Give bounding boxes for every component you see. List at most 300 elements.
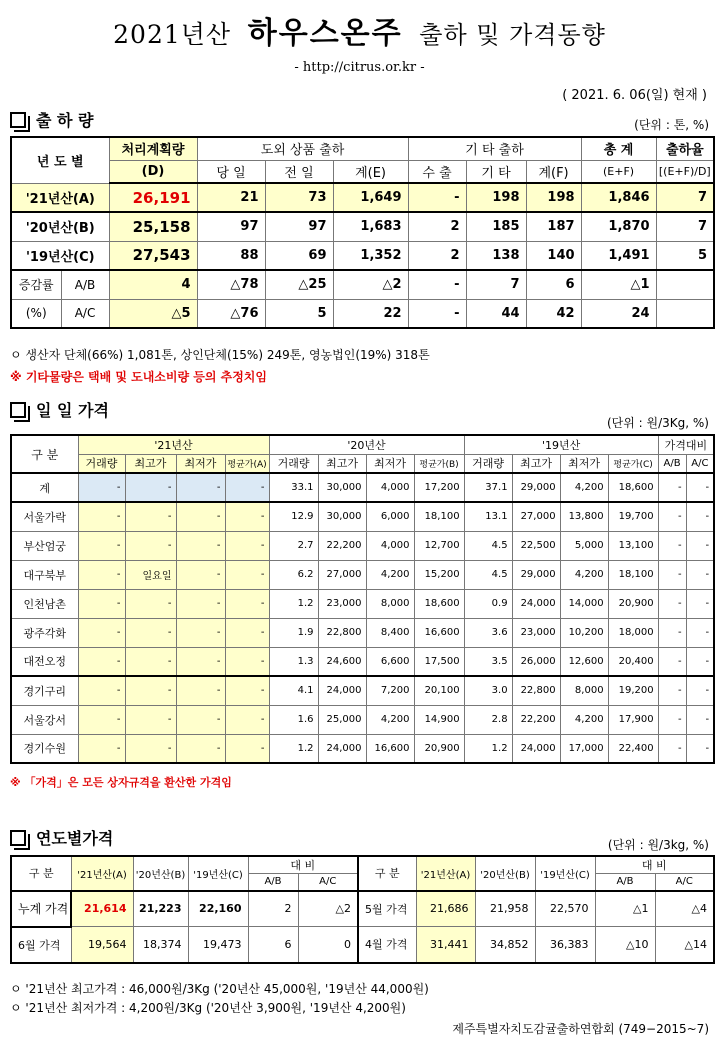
cell-rate xyxy=(656,299,714,328)
cell-2020: 33.1 xyxy=(269,473,318,502)
cell-export: - xyxy=(408,299,466,328)
daily-price-table xyxy=(10,434,715,764)
pct-label: (%) xyxy=(11,299,61,328)
cell-2019: 3.5 xyxy=(464,647,512,676)
cell-total: 1,870 xyxy=(581,212,656,241)
cell-2021: - xyxy=(176,676,225,705)
cell-plan: 4 xyxy=(109,270,197,299)
cell-rate: 7 xyxy=(656,212,714,241)
market-name: 경기수원 xyxy=(11,734,78,763)
cell-2020: 22,800 xyxy=(318,618,366,647)
cell-etc: 7 xyxy=(466,270,526,299)
cell-compare: - xyxy=(686,734,714,763)
header-gubun: 구 분 xyxy=(11,856,71,891)
cell-2020: 1.9 xyxy=(269,618,318,647)
header-ac: A/C xyxy=(686,454,714,473)
cell-compare: - xyxy=(686,676,714,705)
cell-ab: 2 xyxy=(248,891,298,927)
shipment-title: 출 하 량 xyxy=(36,111,94,130)
cell-2019: 17,000 xyxy=(560,734,608,763)
cell-rate xyxy=(656,270,714,299)
cell-prev: 73 xyxy=(265,183,333,212)
shipment-section-heading xyxy=(10,108,94,131)
shipment-unit: (단위 : 톤, %) xyxy=(634,118,709,132)
cell-2020: 1.2 xyxy=(269,589,318,618)
cell-2021: - xyxy=(125,676,176,705)
cell-2021: - xyxy=(176,705,225,734)
cell-export: 2 xyxy=(408,212,466,241)
cell-2020: 25,000 xyxy=(318,705,366,734)
header-total-code: (E+F) xyxy=(581,160,656,183)
cell-2019: 13,800 xyxy=(560,502,608,531)
header-a: '21년산(A) xyxy=(416,856,475,891)
table-row xyxy=(11,560,714,589)
checkbox-square-icon xyxy=(10,830,26,846)
cell-2021: - xyxy=(176,647,225,676)
cell-2019: 18,000 xyxy=(608,618,658,647)
row-label: A/B xyxy=(61,270,109,299)
cell-2019: 22,800 xyxy=(512,676,560,705)
shipment-table xyxy=(10,136,715,329)
cell-2019: 19,700 xyxy=(608,502,658,531)
title-year: 2021년산 xyxy=(113,20,232,49)
header-high: 최고가 xyxy=(125,454,176,473)
title-brand: 하우스온주 xyxy=(247,16,403,51)
cell-2020: 24,000 xyxy=(318,734,366,763)
cell-2019: 4,200 xyxy=(560,473,608,502)
cell-2021: - xyxy=(225,531,269,560)
header-today: 당 일 xyxy=(197,160,265,183)
cell-2021: - xyxy=(225,589,269,618)
header-ab: A/B xyxy=(658,454,686,473)
cell-f: 6 xyxy=(526,270,581,299)
header-avg-b: 평균가(B) xyxy=(414,454,464,473)
table-row xyxy=(11,705,714,734)
cell-2019: 5,000 xyxy=(560,531,608,560)
cell-e: 1,352 xyxy=(333,241,408,270)
cell-2021: - xyxy=(78,618,125,647)
header-ab: A/B xyxy=(595,874,655,891)
market-name: 부산엄궁 xyxy=(11,531,78,560)
header-high: 최고가 xyxy=(318,454,366,473)
cell-2019: 18,600 xyxy=(608,473,658,502)
market-name: 계 xyxy=(11,473,78,502)
cell-2020: 6,000 xyxy=(366,502,414,531)
cell-2021: - xyxy=(176,560,225,589)
cell-2019: 1.2 xyxy=(464,734,512,763)
cell-compare: - xyxy=(686,589,714,618)
cell-e: 1,683 xyxy=(333,212,408,241)
header-c: '19년산(C) xyxy=(188,856,248,891)
cell-export: 2 xyxy=(408,241,466,270)
header-high: 최고가 xyxy=(512,454,560,473)
cell-c: 22,160 xyxy=(188,891,248,927)
cell-total: 24 xyxy=(581,299,656,328)
header-b: '20년산(B) xyxy=(133,856,188,891)
cell-2021: - xyxy=(78,705,125,734)
cell-ab: 6 xyxy=(248,927,298,963)
cell-2020: 16,600 xyxy=(414,618,464,647)
cell-2021: - xyxy=(125,502,176,531)
checkbox-square-icon xyxy=(10,402,26,418)
cell-2021: - xyxy=(176,531,225,560)
cell-2019: 19,200 xyxy=(608,676,658,705)
cell-2019: 8,000 xyxy=(560,676,608,705)
header-ac: A/C xyxy=(655,874,714,891)
cell-2020: 1.6 xyxy=(269,705,318,734)
header-low: 최저가 xyxy=(366,454,414,473)
cell-2020: 17,200 xyxy=(414,473,464,502)
cell-etc: 44 xyxy=(466,299,526,328)
header-y20: '20년산 xyxy=(269,435,464,454)
cell-a: 21,614 xyxy=(71,891,133,927)
cell-2021: - xyxy=(125,618,176,647)
cell-2019: 14,000 xyxy=(560,589,608,618)
cell-2019: 26,000 xyxy=(512,647,560,676)
yearly-unit: (단위 : 원/3kg, %) xyxy=(607,838,709,852)
cell-compare: - xyxy=(658,531,686,560)
cell-2019: 37.1 xyxy=(464,473,512,502)
cell-2020: 20,900 xyxy=(414,734,464,763)
cell-2021: - xyxy=(225,647,269,676)
header-compare: 대 비 xyxy=(248,856,358,874)
cell-2021: - xyxy=(78,647,125,676)
cell-prev: 69 xyxy=(265,241,333,270)
cell-compare: - xyxy=(686,618,714,647)
cell-2021: - xyxy=(78,734,125,763)
cell-2021: - xyxy=(176,502,225,531)
cell-c: 19,473 xyxy=(188,927,248,963)
change-label: 증감률 xyxy=(11,270,61,299)
cell-total: 1,846 xyxy=(581,183,656,212)
cell-today: 21 xyxy=(197,183,265,212)
table-row xyxy=(11,734,714,763)
cell-2021: - xyxy=(176,618,225,647)
cell-a: 21,686 xyxy=(416,891,475,927)
cell-etc: 138 xyxy=(466,241,526,270)
row-label: 6월 가격 xyxy=(11,927,71,963)
cell-compare: - xyxy=(658,705,686,734)
cell-2020: 12.9 xyxy=(269,502,318,531)
cell-e: 1,649 xyxy=(333,183,408,212)
cell-2021: - xyxy=(78,473,125,502)
header-vol: 거래량 xyxy=(269,454,318,473)
cell-2021: - xyxy=(125,705,176,734)
header-total: 총 계 xyxy=(581,137,656,160)
header-vol: 거래량 xyxy=(78,454,125,473)
header-avg-a: 평균가(A) xyxy=(225,454,269,473)
cell-c: 36,383 xyxy=(535,927,595,963)
cell-2019: 22,500 xyxy=(512,531,560,560)
header-ac: A/C xyxy=(298,874,358,891)
cell-2020: 1.2 xyxy=(269,734,318,763)
cell-compare: - xyxy=(658,560,686,589)
cell-b: 21,958 xyxy=(475,891,535,927)
cell-2020: 17,500 xyxy=(414,647,464,676)
header-c: '19년산(C) xyxy=(535,856,595,891)
market-name: 인천남촌 xyxy=(11,589,78,618)
header-subtotal: 계(E) xyxy=(333,160,408,183)
header-export: 수 출 xyxy=(408,160,466,183)
header-prev-day: 전 일 xyxy=(265,160,333,183)
cell-etc: 198 xyxy=(466,183,526,212)
report-title xyxy=(0,8,719,52)
cell-2020: 4,200 xyxy=(366,560,414,589)
table-row xyxy=(11,270,714,299)
cell-2019: 29,000 xyxy=(512,560,560,589)
cell-2020: 4,200 xyxy=(366,705,414,734)
cell-2021: - xyxy=(176,734,225,763)
cell-2020: 22,200 xyxy=(318,531,366,560)
cell-2021: - xyxy=(78,531,125,560)
cell-ab: △1 xyxy=(595,891,655,927)
market-name: 대전오정 xyxy=(11,647,78,676)
cell-2020: 23,000 xyxy=(318,589,366,618)
header-other-total: 계(F) xyxy=(526,160,581,183)
cell-b: 34,852 xyxy=(475,927,535,963)
cell-e: △2 xyxy=(333,270,408,299)
cell-2020: 7,200 xyxy=(366,676,414,705)
daily-section-heading xyxy=(10,398,109,421)
header-plan-code: (D) xyxy=(109,160,197,183)
cell-2021: 일요일 xyxy=(125,560,176,589)
header-ab: A/B xyxy=(248,874,298,891)
cell-2020: 15,200 xyxy=(414,560,464,589)
cell-2021: - xyxy=(225,676,269,705)
cell-2020: 24,000 xyxy=(318,676,366,705)
header-etc: 기 타 xyxy=(466,160,526,183)
header-compare: 가격대비 xyxy=(658,435,714,454)
cell-2019: 27,000 xyxy=(512,502,560,531)
table-row xyxy=(11,502,714,531)
yearly-section-heading xyxy=(10,826,113,849)
cell-ac: 0 xyxy=(298,927,358,963)
cell-2021: - xyxy=(125,473,176,502)
min-price-note: ㅇ '21년산 최저가격 : 4,200원/3Kg ('20년산 3,900원, '19년산 4,200원) xyxy=(10,1001,406,1015)
cell-ac: △2 xyxy=(298,891,358,927)
cell-2021: - xyxy=(78,560,125,589)
market-name: 대구북부 xyxy=(11,560,78,589)
market-name: 서울가락 xyxy=(11,502,78,531)
cell-etc: 185 xyxy=(466,212,526,241)
row-label: '21년산(A) xyxy=(11,183,109,212)
yearly-price-table xyxy=(10,855,715,964)
header-gubun: 구 분 xyxy=(358,856,416,891)
row-label: A/C xyxy=(61,299,109,328)
header-year: 년 도 별 xyxy=(11,137,109,183)
cell-compare: - xyxy=(686,473,714,502)
cell-2019: 4,200 xyxy=(560,560,608,589)
cell-compare: - xyxy=(686,502,714,531)
cell-prev: 97 xyxy=(265,212,333,241)
header-compare: 대 비 xyxy=(595,856,714,874)
cell-2020: 30,000 xyxy=(318,473,366,502)
table-row xyxy=(11,618,714,647)
cell-2019: 0.9 xyxy=(464,589,512,618)
title-subject: 출하 및 가격동향 xyxy=(419,21,606,49)
cell-f: 187 xyxy=(526,212,581,241)
cell-f: 198 xyxy=(526,183,581,212)
cell-2020: 27,000 xyxy=(318,560,366,589)
table-row xyxy=(11,927,714,963)
other-volume-note: ※ 기타물량은 택배 및 도내소비량 등의 추정치임 xyxy=(10,370,267,384)
cell-2019: 18,100 xyxy=(608,560,658,589)
header-plan: 처리계획량 xyxy=(109,137,197,160)
cell-2020: 30,000 xyxy=(318,502,366,531)
cell-prev: 5 xyxy=(265,299,333,328)
cell-b: 18,374 xyxy=(133,927,188,963)
cell-total: △1 xyxy=(581,270,656,299)
cell-2020: 16,600 xyxy=(366,734,414,763)
cell-a: 31,441 xyxy=(416,927,475,963)
cell-compare: - xyxy=(658,473,686,502)
footer-org: 제주특별자치도감귤출하연합회 (749−2015~7) xyxy=(452,1022,709,1036)
table-row xyxy=(11,647,714,676)
cell-2021: - xyxy=(125,647,176,676)
table-row xyxy=(11,183,714,212)
cell-2020: 20,100 xyxy=(414,676,464,705)
cell-2021: - xyxy=(225,473,269,502)
cell-2021: - xyxy=(78,589,125,618)
cell-2019: 22,200 xyxy=(512,705,560,734)
cell-2020: 6.2 xyxy=(269,560,318,589)
cell-2019: 24,000 xyxy=(512,734,560,763)
producer-note: ㅇ 생산자 단체(66%) 1,081톤, 상인단체(15%) 249톤, 영농법인(19%) 318톤 xyxy=(10,348,430,362)
yearly-title: 연도별가격 xyxy=(36,829,114,848)
source-url[interactable]: - http://citrus.or.kr - xyxy=(294,60,425,75)
cell-2021: - xyxy=(78,502,125,531)
header-y21: '21년산 xyxy=(78,435,269,454)
cell-2019: 4,200 xyxy=(560,705,608,734)
cell-2019: 12,600 xyxy=(560,647,608,676)
cell-today: △76 xyxy=(197,299,265,328)
header-other: 기 타 출하 xyxy=(408,137,581,160)
daily-unit: (단위 : 원/3Kg, %) xyxy=(606,416,709,430)
cell-e: 22 xyxy=(333,299,408,328)
cell-compare: - xyxy=(658,676,686,705)
cell-2019: 13,100 xyxy=(608,531,658,560)
cell-2021: - xyxy=(176,589,225,618)
cell-compare: - xyxy=(658,647,686,676)
cell-2021: - xyxy=(225,734,269,763)
cell-compare: - xyxy=(686,647,714,676)
cell-compare: - xyxy=(658,734,686,763)
cell-plan: 27,543 xyxy=(109,241,197,270)
cell-2021: - xyxy=(225,705,269,734)
table-row xyxy=(11,299,714,328)
cell-export: - xyxy=(408,183,466,212)
cell-2019: 3.0 xyxy=(464,676,512,705)
cell-2019: 4.5 xyxy=(464,531,512,560)
table-row xyxy=(11,473,714,502)
market-name: 광주각화 xyxy=(11,618,78,647)
header-low: 최저가 xyxy=(176,454,225,473)
table-row xyxy=(11,531,714,560)
cell-a: 19,564 xyxy=(71,927,133,963)
cell-2020: 8,000 xyxy=(366,589,414,618)
row-label: 누계 가격 xyxy=(11,891,71,927)
cell-2020: 14,900 xyxy=(414,705,464,734)
cell-2021: - xyxy=(176,473,225,502)
cell-b: 21,223 xyxy=(133,891,188,927)
cell-2021: - xyxy=(225,618,269,647)
daily-price-rows xyxy=(11,473,714,763)
cell-2020: 18,600 xyxy=(414,589,464,618)
cell-today: △78 xyxy=(197,270,265,299)
header-rate-code: [(E+F)/D] xyxy=(656,160,714,183)
checkbox-square-icon xyxy=(10,112,26,128)
cell-2019: 3.6 xyxy=(464,618,512,647)
table-row xyxy=(11,212,714,241)
cell-c: 22,570 xyxy=(535,891,595,927)
table-row xyxy=(11,589,714,618)
header-low: 최저가 xyxy=(560,454,608,473)
header-domestic: 도외 상품 출하 xyxy=(197,137,408,160)
cell-compare: - xyxy=(658,502,686,531)
cell-2019: 17,900 xyxy=(608,705,658,734)
cell-f: 42 xyxy=(526,299,581,328)
cell-2019: 4.5 xyxy=(464,560,512,589)
cell-compare: - xyxy=(658,589,686,618)
header-b: '20년산(B) xyxy=(475,856,535,891)
cell-2020: 8,400 xyxy=(366,618,414,647)
cell-compare: - xyxy=(686,705,714,734)
cell-2021: - xyxy=(125,734,176,763)
max-price-note: ㅇ '21년산 최고가격 : 46,000원/3Kg ('20년산 45,000원, '19년산 44,000원) xyxy=(10,982,429,996)
cell-2019: 2.8 xyxy=(464,705,512,734)
row-label: '19년산(C) xyxy=(11,241,109,270)
cell-2020: 4,000 xyxy=(366,531,414,560)
row-label: 4월 가격 xyxy=(358,927,416,963)
market-name: 서울강서 xyxy=(11,705,78,734)
as-of-date: ( 2021. 6. 06(일) 현재 ) xyxy=(562,88,707,103)
header-vol: 거래량 xyxy=(464,454,512,473)
cell-export: - xyxy=(408,270,466,299)
cell-2019: 22,400 xyxy=(608,734,658,763)
header-avg-c: 평균가(C) xyxy=(608,454,658,473)
table-row xyxy=(11,676,714,705)
cell-plan: 25,158 xyxy=(109,212,197,241)
cell-plan: 26,191 xyxy=(109,183,197,212)
cell-today: 88 xyxy=(197,241,265,270)
cell-f: 140 xyxy=(526,241,581,270)
cell-2021: - xyxy=(225,560,269,589)
cell-2019: 29,000 xyxy=(512,473,560,502)
table-row xyxy=(11,241,714,270)
cell-2021: - xyxy=(125,531,176,560)
header-y19: '19년산 xyxy=(464,435,658,454)
market-name: 경기구리 xyxy=(11,676,78,705)
cell-2019: 20,400 xyxy=(608,647,658,676)
cell-2020: 4,000 xyxy=(366,473,414,502)
cell-2020: 18,100 xyxy=(414,502,464,531)
cell-2020: 1.3 xyxy=(269,647,318,676)
cell-compare: - xyxy=(686,560,714,589)
cell-2021: - xyxy=(78,676,125,705)
cell-today: 97 xyxy=(197,212,265,241)
cell-2021: - xyxy=(225,502,269,531)
price-note: ※ 「가격」은 모든 상자규격을 환산한 가격임 xyxy=(10,776,232,789)
cell-2021: - xyxy=(125,589,176,618)
cell-2019: 13.1 xyxy=(464,502,512,531)
cell-2020: 12,700 xyxy=(414,531,464,560)
cell-rate: 7 xyxy=(656,183,714,212)
row-label: 5월 가격 xyxy=(358,891,416,927)
cell-2019: 10,200 xyxy=(560,618,608,647)
cell-2020: 6,600 xyxy=(366,647,414,676)
row-label: '20년산(B) xyxy=(11,212,109,241)
cell-compare: - xyxy=(658,618,686,647)
